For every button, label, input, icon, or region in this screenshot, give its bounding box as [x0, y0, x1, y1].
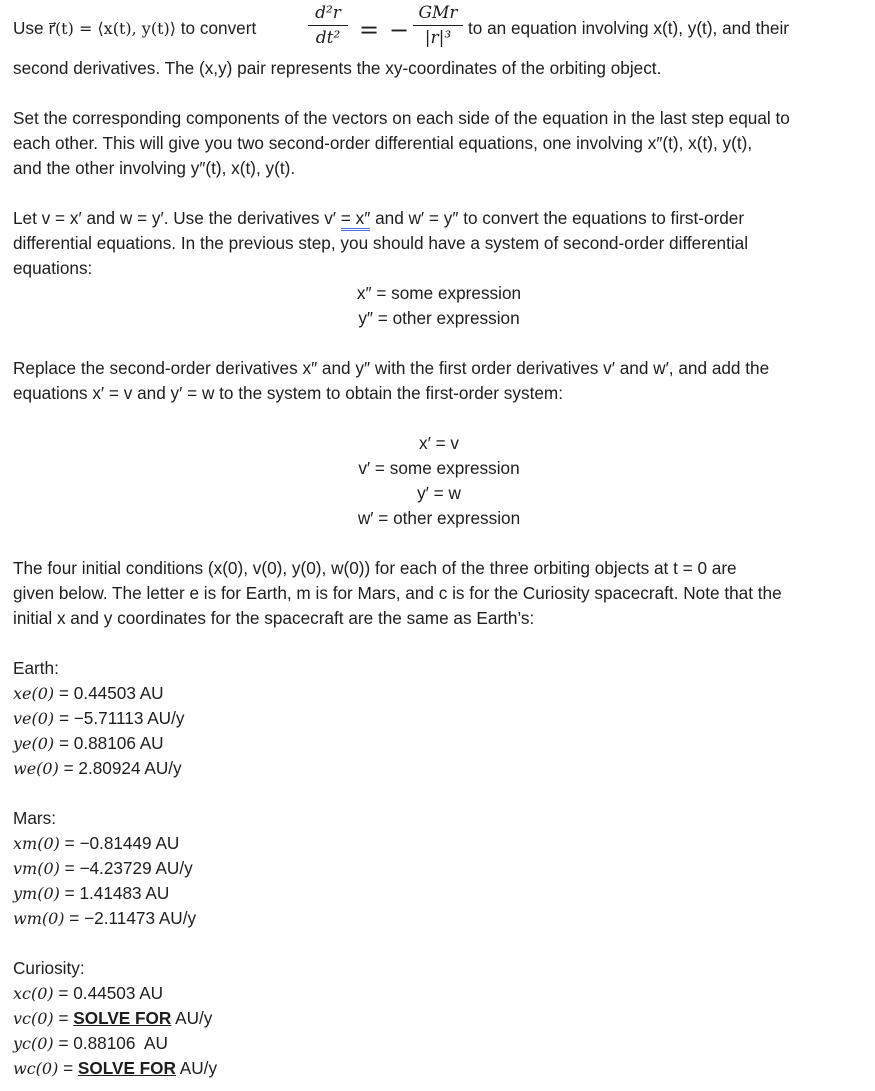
system2-eq-4: w′ = other expression: [357, 508, 521, 528]
earth-w-var: we(0): [13, 759, 59, 778]
curiosity-heading: Curiosity:: [13, 958, 85, 978]
earth-v-var: ve(0): [13, 709, 55, 728]
intro-after-text: to an equation involving x(t), y(t), and their: [468, 18, 789, 38]
curiosity-w0: [13, 1056, 217, 1081]
earth-x-var: xe(0): [13, 684, 55, 703]
curiosity-w-equals: =: [58, 1058, 78, 1078]
earth-y0: [13, 731, 164, 756]
mars-w0: [13, 906, 196, 931]
curiosity-x-value: = 0.44503 AU: [53, 983, 164, 1003]
earth-v-value: = −5.71113 AU/y: [54, 708, 185, 728]
mars-y0: [13, 881, 169, 906]
fraction-lhs-denominator: dt²: [315, 28, 341, 48]
para2-line-2: each other. This will give you two second-order differential equations, one involving x″(t), x(t), y(t),: [13, 133, 753, 153]
mars-v0: [13, 856, 193, 881]
para3-line-1-a: Let v = x′ and w = y′. Use the derivatives v′: [13, 208, 341, 228]
earth-y-var: ye(0): [13, 734, 55, 753]
curiosity-y-value: = 0.88106 AU: [53, 1033, 168, 1053]
para5-line-2: given below. The letter e is for Earth, m is for Mars, and c is for the Curiosity spacecraft. Note that the: [13, 583, 782, 603]
fraction-rhs-numerator: GMr: [418, 3, 458, 23]
earth-heading: Earth:: [13, 658, 59, 678]
mars-x-value: = −0.81449 AU: [59, 833, 180, 853]
system2-eq-1: x′ = v: [419, 433, 459, 453]
curiosity-w-unit: AU/y: [175, 1058, 218, 1078]
mars-v-value: = −4.23729 AU/y: [59, 858, 193, 878]
para3-line-1-c: and w′ = y″ to convert the equations to first-order: [370, 208, 745, 228]
curiosity-y0: [13, 1031, 168, 1056]
para5-line-3: initial x and y coordinates for the spacecraft are the same as Earth’s:: [13, 608, 535, 628]
mars-v-var: vm(0): [13, 859, 60, 878]
curiosity-v-var: vc(0): [13, 1009, 54, 1028]
fraction-d2r-dt2: [308, 2, 348, 49]
mars-y-value: = 1.41483 AU: [59, 883, 170, 903]
mars-x0: [13, 831, 179, 856]
para4-line-2: equations x′ = v and y′ = w to the system to obtain the first-order system:: [13, 383, 564, 403]
earth-v0: [13, 706, 184, 731]
equals-sign: =: [359, 16, 380, 44]
para2-line-3: and the other involving y″(t), x(t), y(t).: [13, 158, 296, 178]
para4-line-1: Replace the second-order derivatives x″ and y″ with the first order derivatives v′ and w′, and add the: [13, 358, 770, 378]
fraction-rhs-bar: [413, 25, 463, 26]
system2-eq-2: v′ = some expression: [358, 458, 520, 478]
curiosity-x-var: xc(0): [13, 984, 54, 1003]
curiosity-x0: [13, 981, 163, 1006]
earth-x0: [13, 681, 164, 706]
para3-line-1-underlined: = x″: [341, 208, 371, 231]
para2-line-1: Set the corresponding components of the vectors on each side of the equation in the last step equal to: [13, 108, 790, 128]
intro-to-convert: to convert: [180, 18, 257, 38]
curiosity-v-equals: =: [53, 1008, 74, 1028]
para3-line-2: differential equations. In the previous step, you should have a system of second-order differential: [13, 233, 749, 253]
mars-y-var: ym(0): [13, 884, 60, 903]
curiosity-v-solve-for: SOLVE FOR: [73, 1008, 172, 1028]
mars-heading: Mars:: [13, 808, 56, 828]
earth-x-value: = 0.44503 AU: [54, 683, 164, 703]
earth-w-value: = 2.80924 AU/y: [58, 758, 182, 778]
mars-w-value: = −2.11473 AU/y: [64, 908, 197, 928]
curiosity-v-unit: AU/y: [171, 1008, 213, 1028]
mars-x-var: xm(0): [13, 834, 60, 853]
curiosity-v0: [13, 1006, 212, 1031]
minus-sign: −: [389, 16, 410, 44]
intro-r-vector: r⃗(t) = ⟨x(t), y(t)⟩: [48, 19, 176, 38]
intro-line-2: second derivatives. The (x,y) pair represents the xy-coordinates of the orbiting object.: [13, 58, 662, 78]
document-page: [13, 0, 865, 1091]
fraction-rhs-denominator: |r|³: [424, 28, 452, 48]
intro-line-1: [13, 16, 256, 41]
para3-line-3: equations:: [13, 258, 93, 278]
system1-eq-2: y″ = other expression: [358, 308, 520, 328]
mars-w-var: wm(0): [13, 909, 65, 928]
intro-use-label: Use: [13, 18, 44, 38]
curiosity-y-var: yc(0): [13, 1034, 54, 1053]
fraction-gmr-r3: [413, 2, 463, 49]
curiosity-w-var: wc(0): [13, 1059, 59, 1078]
curiosity-w-solve-for: SOLVE FOR: [77, 1058, 176, 1078]
system2-eq-3: y′ = w: [417, 483, 461, 503]
earth-y-value: = 0.88106 AU: [54, 733, 164, 753]
system1-eq-1: x″ = some expression: [356, 283, 522, 303]
fraction-lhs-numerator: d²r: [315, 3, 341, 23]
earth-w0: [13, 756, 182, 781]
para5-line-1: The four initial conditions (x(0), v(0), y(0), w(0)) for each of the three orbiting objects at t = 0 are: [13, 558, 737, 578]
fraction-lhs-bar: [308, 25, 348, 26]
para3-line-1: [13, 206, 744, 231]
